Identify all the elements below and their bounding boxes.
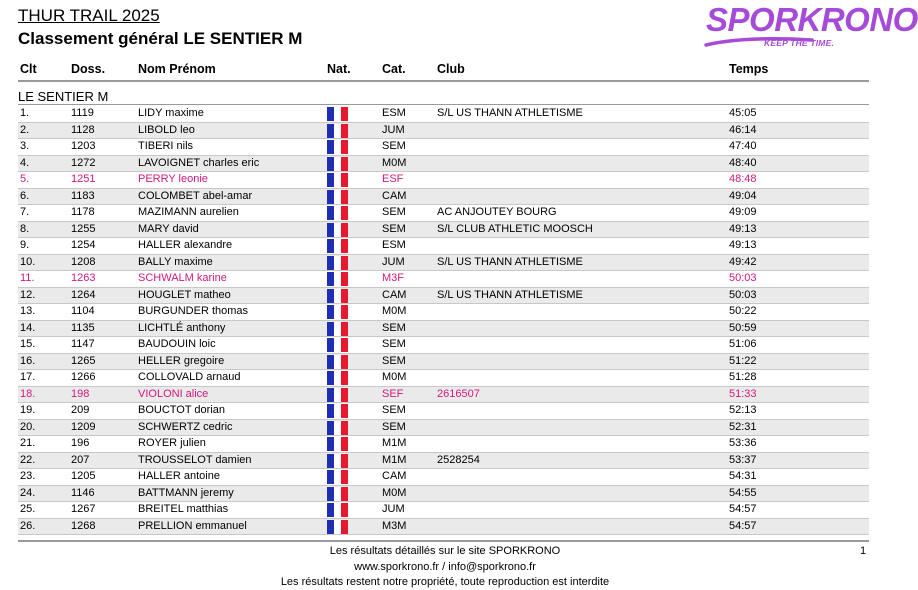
time-cell: 51:33: [729, 387, 757, 400]
time-cell: 54:55: [729, 486, 757, 499]
table-row: [18, 403, 869, 419]
flag-band: [327, 388, 334, 402]
bib-cell: 1208: [71, 255, 96, 268]
flag-band: [334, 190, 341, 204]
name-cell: BREITEL matthias: [138, 503, 229, 515]
page-number: 1: [860, 545, 867, 557]
time-cell: 54:31: [729, 470, 757, 482]
flag-band: [341, 272, 348, 286]
bib-cell: 198: [71, 387, 90, 400]
table-row: [18, 205, 869, 221]
category-cell: SEM: [382, 222, 406, 235]
flag-band: [341, 421, 348, 435]
footer-divider: [18, 540, 869, 542]
flag-band: [334, 124, 341, 138]
france-flag-icon: [327, 272, 348, 286]
bib-cell: 1128: [71, 123, 95, 136]
name-cell: MARY david: [138, 222, 199, 235]
flag-band: [327, 437, 334, 451]
bib-cell: 1135: [71, 321, 95, 334]
france-flag-icon: [327, 470, 348, 484]
table-row: [18, 288, 869, 304]
table-row: [18, 370, 869, 386]
rank-cell: 13.: [20, 305, 36, 317]
flag-band: [327, 322, 334, 336]
time-cell: 46:14: [729, 123, 757, 136]
bib-cell: 1203: [71, 140, 96, 152]
flag-band: [341, 173, 348, 187]
france-flag-icon: [327, 355, 348, 369]
category-cell: SEF: [382, 387, 404, 400]
flag-band: [327, 305, 334, 319]
flag-band: [334, 239, 341, 253]
name-cell: HALLER antoine: [138, 470, 220, 482]
flag-band: [341, 223, 348, 237]
flag-band: [327, 289, 334, 303]
rank-cell: 24.: [20, 486, 36, 499]
flag-band: [327, 355, 334, 369]
flag-band: [327, 454, 334, 468]
flag-band: [334, 140, 341, 154]
column-header-doss: Doss.: [71, 62, 106, 76]
flag-band: [341, 124, 348, 138]
bib-cell: 1119: [71, 107, 94, 119]
rank-cell: 3.: [20, 140, 30, 152]
table-row: [18, 222, 869, 238]
france-flag-icon: [327, 173, 348, 187]
name-cell: HELLER gregoire: [138, 354, 225, 367]
table-row: [18, 139, 869, 155]
bib-cell: 1272: [71, 156, 96, 169]
table-row: [18, 519, 869, 535]
table-row: [18, 486, 869, 502]
footer-copyright: Les résultats restent notre propriété, toute reproduction est interdite: [280, 576, 610, 588]
flag-band: [334, 520, 341, 534]
rank-cell: 15.: [20, 338, 36, 350]
name-cell: BATTMANN jeremy: [138, 486, 234, 499]
name-cell: PERRY leonie: [138, 173, 208, 185]
rank-cell: 5.: [20, 173, 30, 185]
category-cell: SEM: [382, 206, 406, 218]
name-cell: SCHWALM karine: [138, 272, 227, 284]
section-divider: [18, 104, 869, 105]
bib-cell: 1183: [71, 189, 95, 202]
table-row: [18, 337, 869, 353]
flag-band: [341, 470, 348, 484]
flag-band: [334, 157, 341, 171]
flag-band: [334, 371, 341, 385]
bib-cell: 1254: [71, 239, 96, 251]
rank-cell: 17.: [20, 371, 36, 383]
flag-band: [341, 355, 348, 369]
time-cell: 49:04: [729, 189, 757, 202]
france-flag-icon: [327, 239, 348, 253]
name-cell: SCHWERTZ cedric: [138, 420, 233, 433]
results-table: [18, 106, 869, 535]
france-flag-icon: [327, 289, 348, 303]
time-cell: 51:06: [729, 338, 757, 350]
table-row: [18, 387, 869, 403]
club-cell: S/L US THANN ATHLETISME: [437, 107, 583, 119]
name-cell: COLOMBET abel-amar: [138, 189, 253, 202]
flag-band: [334, 503, 341, 517]
flag-band: [327, 503, 334, 517]
flag-band: [334, 289, 341, 303]
bib-cell: 1146: [71, 486, 95, 499]
flag-band: [334, 305, 341, 319]
flag-band: [334, 355, 341, 369]
time-cell: 49:13: [729, 222, 757, 235]
flag-band: [327, 223, 334, 237]
flag-band: [341, 256, 348, 270]
category-cell: M0M: [382, 156, 407, 169]
rank-cell: 6.: [20, 189, 30, 202]
flag-band: [341, 140, 348, 154]
bib-cell: 1267: [71, 503, 96, 515]
category-cell: SEM: [382, 338, 406, 350]
france-flag-icon: [327, 157, 348, 171]
time-cell: 54:57: [729, 519, 757, 532]
flag-band: [327, 107, 334, 121]
flag-band: [327, 338, 334, 352]
time-cell: 53:36: [729, 437, 757, 449]
france-flag-icon: [327, 454, 348, 468]
flag-band: [334, 404, 341, 418]
name-cell: BAUDOUIN loic: [138, 338, 216, 350]
flag-band: [327, 470, 334, 484]
france-flag-icon: [327, 322, 348, 336]
flag-band: [327, 173, 334, 187]
column-header-clt: Clt: [20, 62, 37, 76]
table-row: [18, 304, 869, 320]
category-cell: M1M: [382, 453, 407, 466]
flag-band: [327, 421, 334, 435]
time-cell: 48:48: [729, 173, 757, 185]
flag-band: [327, 272, 334, 286]
rank-cell: 4.: [20, 156, 30, 169]
table-row: [18, 255, 869, 271]
column-header-time: Temps: [729, 62, 769, 76]
france-flag-icon: [327, 437, 348, 451]
bib-cell: 1266: [71, 371, 96, 383]
bib-cell: 1255: [71, 222, 96, 235]
flag-band: [327, 206, 334, 220]
table-header: [18, 62, 868, 79]
flag-band: [341, 338, 348, 352]
flag-band: [327, 487, 334, 501]
name-cell: LICHTLÉ anthony: [138, 321, 226, 334]
name-cell: PRELLION emmanuel: [138, 519, 247, 532]
flag-band: [334, 454, 341, 468]
flag-band: [334, 206, 341, 220]
logo-tagline: KEEP THE TIME.: [764, 38, 835, 48]
name-cell: LIDY maxime: [138, 107, 204, 119]
category-cell: SEM: [382, 420, 406, 433]
france-flag-icon: [327, 305, 348, 319]
flag-band: [334, 470, 341, 484]
bib-cell: 1268: [71, 519, 96, 532]
category-cell: ESM: [382, 239, 406, 251]
footer-results-note: Les résultats détaillés sur le site SPORKRONO: [329, 545, 561, 557]
table-row: [18, 436, 869, 452]
table-row: [18, 469, 869, 485]
rank-cell: 14.: [20, 321, 36, 334]
table-row: [18, 453, 869, 469]
france-flag-icon: [327, 520, 348, 534]
table-row: [18, 238, 869, 254]
flag-band: [341, 289, 348, 303]
time-cell: 49:09: [729, 206, 757, 218]
table-row: [18, 502, 869, 518]
flag-band: [341, 157, 348, 171]
time-cell: 50:03: [729, 272, 757, 284]
france-flag-icon: [327, 256, 348, 270]
flag-band: [334, 421, 341, 435]
bib-cell: 196: [71, 437, 90, 449]
rank-cell: 1.: [20, 107, 30, 119]
flag-band: [341, 388, 348, 402]
time-cell: 47:40: [729, 140, 757, 152]
flag-band: [341, 404, 348, 418]
flag-band: [341, 487, 348, 501]
flag-band: [327, 239, 334, 253]
category-cell: CAM: [382, 470, 407, 482]
rank-cell: 2.: [20, 123, 30, 136]
category-cell: M3F: [382, 272, 404, 284]
rank-cell: 12.: [20, 288, 36, 301]
flag-band: [341, 239, 348, 253]
category-cell: ESM: [382, 107, 406, 119]
france-flag-icon: [327, 503, 348, 517]
category-cell: SEM: [382, 321, 406, 334]
column-header-club: Club: [437, 62, 465, 76]
name-cell: BOUCTOT dorian: [138, 404, 226, 416]
time-cell: 45:05: [729, 107, 757, 119]
bib-cell: 1251: [71, 173, 96, 185]
category-cell: JUM: [382, 123, 405, 136]
bib-cell: 207: [71, 453, 90, 466]
time-cell: 53:37: [729, 453, 757, 466]
table-row: [18, 123, 869, 139]
rank-cell: 7.: [20, 206, 30, 218]
flag-band: [327, 256, 334, 270]
table-row: [18, 271, 869, 287]
flag-band: [334, 173, 341, 187]
time-cell: 54:57: [729, 503, 757, 515]
france-flag-icon: [327, 223, 348, 237]
table-row: [18, 354, 869, 370]
table-row: [18, 189, 869, 205]
column-header-cat: Cat.: [382, 62, 406, 76]
bib-cell: 1264: [71, 288, 96, 301]
rank-cell: 20.: [20, 420, 36, 433]
bib-cell: 1147: [71, 338, 95, 350]
name-cell: MAZIMANN aurelien: [138, 206, 239, 218]
flag-band: [327, 124, 334, 138]
sporkrono-logo: [700, 1, 918, 54]
flag-band: [341, 190, 348, 204]
table-row: [18, 321, 869, 337]
name-cell: LAVOIGNET charles eric: [138, 156, 260, 169]
france-flag-icon: [327, 421, 348, 435]
bib-cell: 1104: [71, 305, 95, 317]
header-divider: [18, 80, 869, 82]
logo-wordmark: SPORKRONO: [706, 1, 918, 38]
france-flag-icon: [327, 338, 348, 352]
category-cell: SEM: [382, 140, 406, 152]
flag-band: [327, 190, 334, 204]
flag-band: [327, 520, 334, 534]
column-header-nat: Nat.: [327, 62, 351, 76]
rank-cell: 16.: [20, 354, 36, 367]
table-row: [18, 156, 869, 172]
category-cell: CAM: [382, 189, 407, 202]
section-title: LE SENTIER M: [18, 89, 109, 104]
flag-band: [341, 322, 348, 336]
club-cell: 2616507: [437, 387, 480, 400]
club-cell: 2528254: [437, 453, 480, 466]
category-cell: JUM: [382, 503, 405, 515]
france-flag-icon: [327, 206, 348, 220]
category-cell: M1M: [382, 437, 407, 449]
table-row: [18, 172, 869, 188]
rank-cell: 26.: [20, 519, 36, 532]
flag-band: [341, 437, 348, 451]
rank-cell: 22.: [20, 453, 36, 466]
flag-band: [341, 454, 348, 468]
page-title: Classement général LE SENTIER M: [18, 29, 303, 48]
bib-cell: 209: [71, 404, 90, 416]
flag-band: [341, 206, 348, 220]
club-cell: S/L US THANN ATHLETISME: [437, 255, 583, 268]
name-cell: HOUGLET matheo: [138, 288, 231, 301]
name-cell: HALLER alexandre: [138, 239, 233, 251]
category-cell: M0M: [382, 305, 407, 317]
bib-cell: 1209: [71, 420, 96, 433]
flag-band: [334, 338, 341, 352]
flag-band: [334, 223, 341, 237]
club-cell: S/L CLUB ATHLETIC MOOSCH: [437, 222, 593, 235]
flag-band: [327, 371, 334, 385]
name-cell: VIOLONI alice: [138, 387, 209, 400]
flag-band: [327, 404, 334, 418]
flag-band: [334, 256, 341, 270]
flag-band: [334, 437, 341, 451]
club-cell: AC ANJOUTEY BOURG: [437, 206, 557, 218]
france-flag-icon: [327, 388, 348, 402]
flag-band: [341, 503, 348, 517]
category-cell: M0M: [382, 371, 407, 383]
category-cell: ESF: [382, 173, 404, 185]
rank-cell: 18.: [20, 387, 36, 400]
category-cell: SEM: [382, 404, 406, 416]
event-title: THUR TRAIL 2025: [18, 6, 160, 25]
france-flag-icon: [327, 107, 348, 121]
france-flag-icon: [327, 487, 348, 501]
france-flag-icon: [327, 124, 348, 138]
rank-cell: 25.: [20, 503, 36, 515]
bib-cell: 1178: [71, 206, 95, 218]
name-cell: LIBOLD leo: [138, 123, 195, 136]
table-row: [18, 420, 869, 436]
category-cell: CAM: [382, 288, 407, 301]
name-cell: COLLOVALD arnaud: [138, 371, 241, 383]
time-cell: 52:13: [729, 404, 757, 416]
name-cell: ROYER julien: [138, 437, 206, 449]
category-cell: M3M: [382, 519, 407, 532]
flag-band: [327, 157, 334, 171]
category-cell: JUM: [382, 255, 405, 268]
bib-cell: 1205: [71, 470, 96, 482]
rank-cell: 19.: [20, 404, 36, 416]
france-flag-icon: [327, 404, 348, 418]
footer-contact: www.sporkrono.fr / info@sporkrono.fr: [354, 561, 536, 573]
time-cell: 50:22: [729, 305, 757, 317]
flag-band: [341, 371, 348, 385]
rank-cell: 8.: [20, 222, 30, 235]
time-cell: 51:22: [729, 354, 757, 367]
france-flag-icon: [327, 190, 348, 204]
france-flag-icon: [327, 140, 348, 154]
time-cell: 50:03: [729, 288, 757, 301]
flag-band: [334, 388, 341, 402]
rank-cell: 21.: [20, 437, 36, 449]
category-cell: SEM: [382, 354, 406, 367]
flag-band: [341, 305, 348, 319]
rank-cell: 9.: [20, 239, 30, 251]
category-cell: M0M: [382, 486, 407, 499]
rank-cell: 11.: [20, 272, 35, 284]
time-cell: 50:59: [729, 321, 757, 334]
time-cell: 49:13: [729, 239, 757, 251]
time-cell: 51:28: [729, 371, 757, 383]
time-cell: 49:42: [729, 255, 757, 268]
time-cell: 52:31: [729, 420, 757, 433]
name-cell: BALLY maxime: [138, 255, 213, 268]
flag-band: [334, 107, 341, 121]
name-cell: BURGUNDER thomas: [138, 305, 249, 317]
time-cell: 48:40: [729, 156, 757, 169]
rank-cell: 10.: [20, 255, 36, 268]
name-cell: TROUSSELOT damien: [138, 453, 252, 466]
flag-band: [341, 520, 348, 534]
flag-band: [334, 272, 341, 286]
column-header-name: Nom Prénom: [138, 62, 216, 76]
name-cell: TIBERI nils: [138, 140, 194, 152]
rank-cell: 23.: [20, 470, 36, 482]
table-row: [18, 106, 869, 122]
bib-cell: 1265: [71, 354, 96, 367]
flag-band: [327, 140, 334, 154]
flag-band: [334, 322, 341, 336]
flag-band: [341, 107, 348, 121]
france-flag-icon: [327, 371, 348, 385]
flag-band: [334, 487, 341, 501]
bib-cell: 1263: [71, 272, 96, 284]
club-cell: S/L US THANN ATHLETISME: [437, 288, 583, 301]
